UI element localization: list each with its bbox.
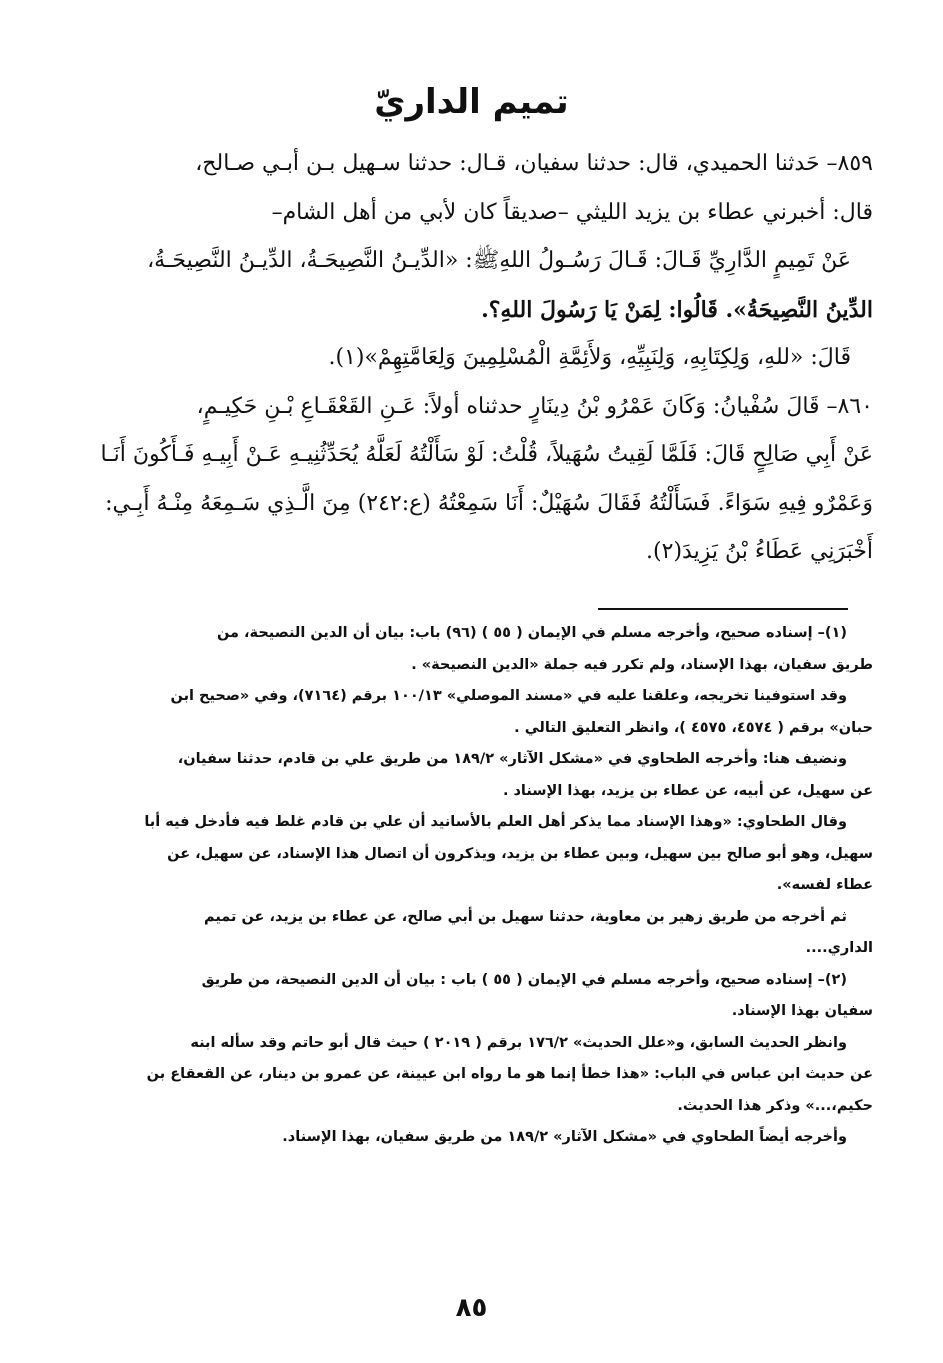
footnotes	[70, 618, 873, 1154]
footnote-line: سفيان بهذا الإسناد.	[731, 1003, 873, 1019]
hadith-line: قَالَ: «للهِ، وَلِكِتَابِهِ، وَلِنَبِيِّهِ، وَلأَئِمَّةِ الْمُسْلِمِينَ وَلِعَامَّتِهِمْ»(١).	[328, 345, 851, 370]
footnote-line: وانظر الحديث السابق، و«علل الحديث» ١٧٦/٢ برقم ( ٢٠١٩ ) حيث قال أبو حاتم وقد سأله ابنه	[190, 1034, 847, 1051]
footnote-line: حبان» برقم ( ٤٥٧٤، ٤٥٧٥ )، وانظر التعليق التالي .	[514, 719, 873, 736]
page-title: تميم الداريّ	[374, 82, 569, 122]
footnote-line: سهيل، وهو أبو صالح بين سهيل، وبين عطاء بن يزيد، ويذكرون أن اتصال هذا الإسناد، عن سهيل، عن	[167, 845, 873, 862]
hadith-line: قال: أخبرني عطاء بن يزيد الليثي –صديقاً كان لأبي من أهل الشام–	[271, 199, 873, 225]
footnote-line: عن حديث ابن عباس في الباب: «هذا خطأ إنما هو ما رواه ابن عيينة، عن عمرو بن دينار، عن القعقاع بن	[146, 1066, 873, 1082]
footnote-line: حكيم،...» وذكر هذا الحديث.	[677, 1097, 873, 1114]
footnote-line: عطاء لفسه».	[776, 877, 873, 893]
footnote-line: وأخرجه أيضاً الطحاوي في «مشكل الآثار» ١٨٩/٢ من طريق سفيان، بهذا الإسناد.	[282, 1129, 847, 1145]
hadith-line: عَنْ تَمِيمٍ الدَّارِيِّ قَـالَ: قَـالَ رَسُـولُ اللهِﷺ: «الدِّيـنُ النَّصِيحَـةُ، الدِّيـنُ النَّصِيحَـةُ،	[147, 248, 851, 273]
footnote-line: الداري....	[805, 940, 873, 956]
footnote-line: عن سهيل، عن أبيه، عن عطاء بن يزيد، بهذا الإسناد .	[502, 782, 873, 799]
footnote-divider	[598, 608, 848, 610]
footnote-line: ونضيف هنا: وأخرجه الطحاوي في «مشكل الآثار» ١٨٩/٢ من طريق علي بن قادم، حدثنا سفيان،	[177, 751, 847, 767]
hadith-line: ٨٥٩– حَدثنا الحميدي، قال: حدثنا سفيان، قـال: حدثنا سـهيل بـن أبـي صـالح،	[195, 151, 873, 176]
hadith-line: الدِّينُ النَّصِيحَةُ». قَالُوا: لِمَنْ يَا رَسُولَ اللهِ؟.	[481, 296, 873, 323]
page-number: ٨٥	[455, 1293, 488, 1323]
footnote-line: طريق سفيان، بهذا الإسناد، ولم تكرر فيه جملة «الدين النصيحة» .	[411, 656, 873, 673]
hadith-text	[70, 140, 873, 577]
hadith-line: وَعَمْرٌو فِيهِ سَوَاءً. فَسَأَلْتُهُ فَقَالَ سُهَيْلٌ: أَنَا سَمِعْتُهُ (ع:٢٤٢) مِنَ الَّـذِي سَـمِعَهُ مِنْـهُ أَبِـي:	[105, 490, 873, 516]
footnote-line: ثم أخرجه من طريق زهير بن معاوية، حدثنا سهيل بن أبي صالح، عن عطاء بن يزيد، عن تميم	[203, 908, 847, 925]
hadith-line: أَخْبَرَنِي عَطَاءُ بْنُ يَزِيدَ(٢).	[646, 539, 873, 564]
footnote-line: (٢)– إسناده صحيح، وأخرجه مسلم في الإيمان ( ٥٥ ) باب : بيان أن الدين النصيحة، من طريق	[201, 971, 847, 988]
footnote-line: (١)– إسناده صحيح، وأخرجه مسلم في الإيمان ( ٥٥ ) (٩٦) باب: بيان أن الدين النصيحة، من	[216, 625, 847, 641]
footnote-line: وقال الطحاوي: «وهذا الإسناد مما يذكر أهل العلم بالأسانيد أن علي بن قادم غلط فيه فأدخل فيه أبا	[144, 814, 847, 830]
hadith-line: عَنْ أَبِي صَالِحٍ قَالَ: فَلَمَّا لَقِيتُ سُهَيلاً، قُلْتُ: لَوْ سَأَلْتُهُ لَعَلَّهُ يُحَدِّثُنِيـهِ عَـنْ أَبِيـهِ فَـأَكُونَ أَنَـا	[100, 442, 873, 467]
footnote-line: وقد استوفينا تخريجه، وعلقنا عليه في «مسند الموصلي» ١٠٠/١٣ برقم (٧١٦٤)، وفي «صحيح ابن	[170, 688, 847, 704]
hadith-line: ٨٦٠– قَالَ سُفْيانُ: وَكَانَ عَمْرُو بْنُ دِينَارٍ حدثناه أولاً: عَـنِ القَعْقَـاعِ بْـنِ حَكِيـمٍ،	[196, 393, 873, 419]
